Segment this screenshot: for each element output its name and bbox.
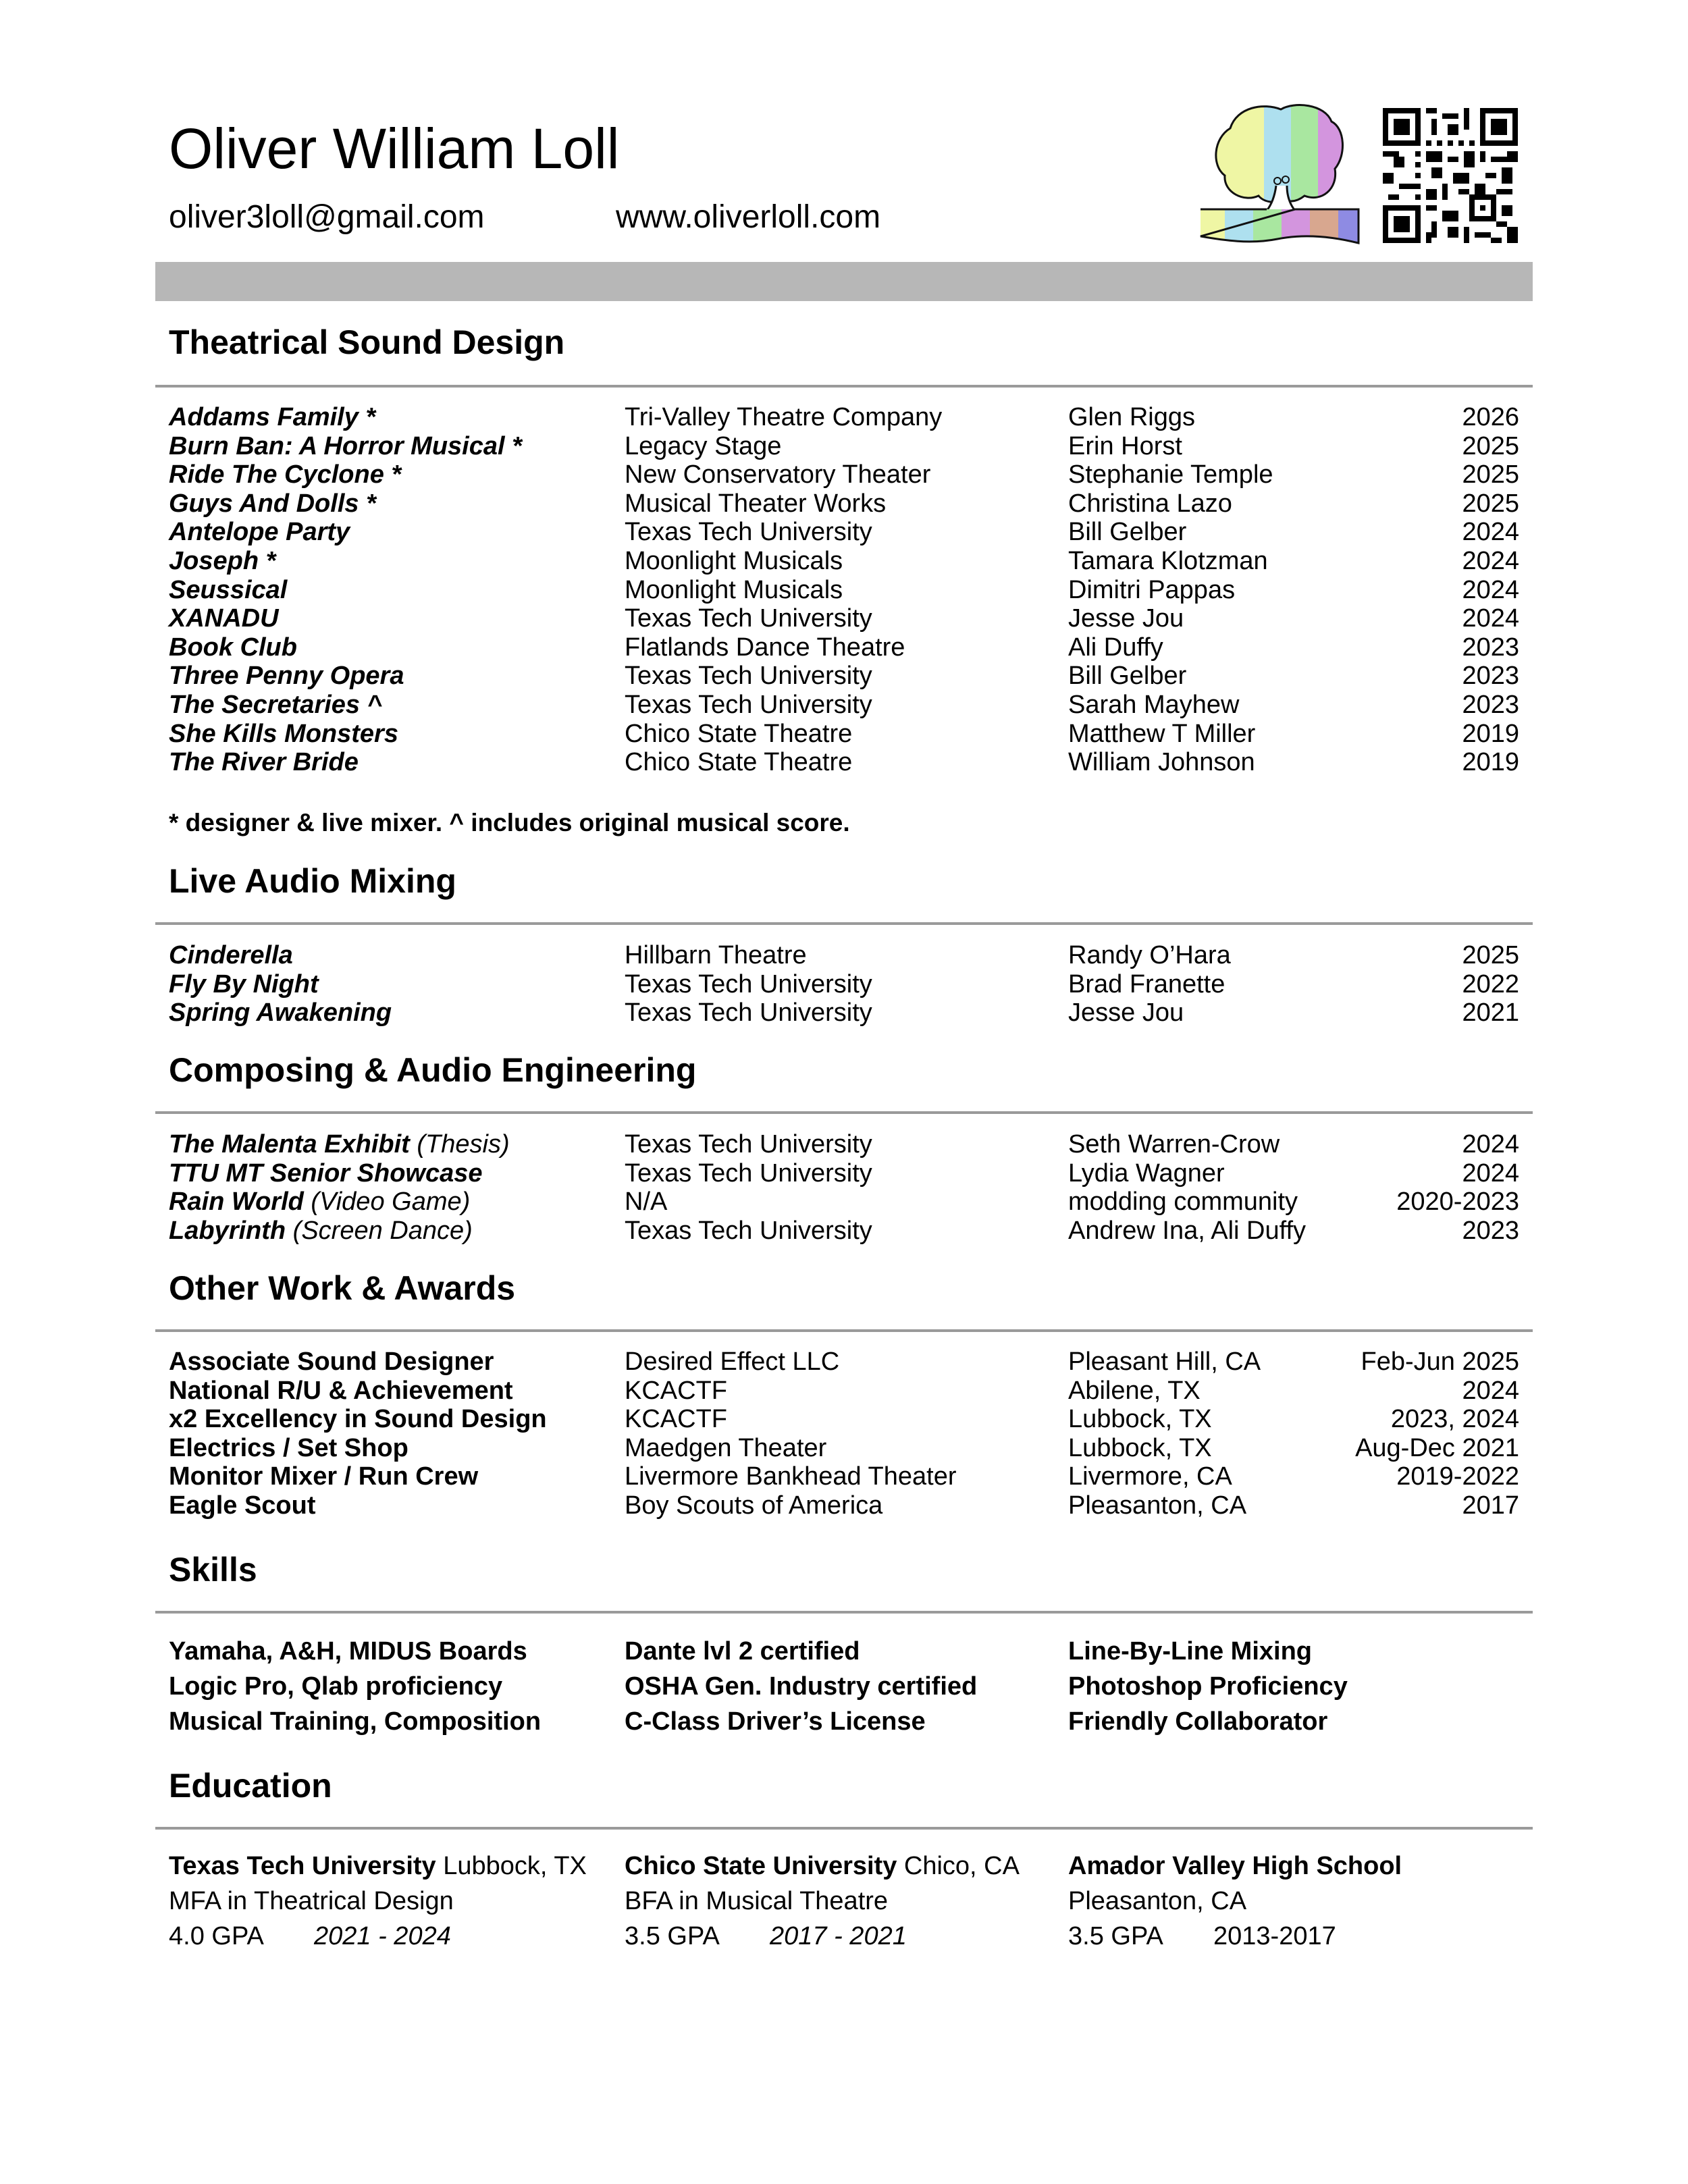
section-rule bbox=[155, 922, 1533, 925]
section-title: Skills bbox=[169, 1551, 257, 1589]
table-row bbox=[0, 748, 1688, 777]
education-entry bbox=[169, 1848, 587, 1954]
work-type-note: (Video Game) bbox=[303, 1188, 471, 1217]
resume-name: Oliver William Loll bbox=[169, 117, 620, 180]
organization-cell: Moonlight Musicals bbox=[625, 575, 843, 604]
skill-item: Logic Pro, Qlab proficiency bbox=[169, 1672, 503, 1701]
organization-cell: New Conservatory Theater bbox=[625, 460, 931, 489]
table-row bbox=[0, 403, 1688, 432]
title-cell: The Secretaries ^ bbox=[169, 691, 382, 719]
table-row bbox=[0, 1377, 1688, 1406]
table-row bbox=[0, 691, 1688, 720]
work-type-note: (Screen Dance) bbox=[286, 1216, 473, 1245]
year-cell: 2019 bbox=[1462, 719, 1519, 748]
skill-item: OSHA Gen. Industry certified bbox=[625, 1672, 978, 1701]
gpa: 4.0 GPA bbox=[169, 1922, 264, 1950]
organization-cell: Texas Tech University bbox=[625, 604, 872, 633]
person-cell: Ali Duffy bbox=[1068, 633, 1163, 662]
table-row bbox=[0, 1188, 1688, 1217]
person-cell: Jesse Jou bbox=[1068, 998, 1184, 1028]
skill-item: Musical Training, Composition bbox=[169, 1707, 542, 1736]
title-cell: Electrics / Set Shop bbox=[169, 1433, 408, 1462]
table-row bbox=[0, 720, 1688, 749]
tree-logo-icon bbox=[1196, 101, 1371, 250]
degree: Pleasanton, CA bbox=[1068, 1887, 1247, 1915]
gpa: 3.5 GPA bbox=[625, 1922, 720, 1950]
title-cell: Labyrinth (Screen Dance) bbox=[169, 1216, 473, 1245]
person-cell: Livermore, CA bbox=[1068, 1462, 1232, 1491]
table-row bbox=[0, 1130, 1688, 1159]
title-cell: Burn Ban: A Horror Musical * bbox=[169, 431, 522, 460]
person-cell: Lubbock, TX bbox=[1068, 1433, 1212, 1462]
section-rule bbox=[155, 1111, 1533, 1114]
year-cell: 2024 bbox=[1462, 518, 1519, 547]
year-cell: 2019 bbox=[1462, 748, 1519, 777]
organization-cell: Texas Tech University bbox=[625, 969, 872, 998]
gpa: 3.5 GPA bbox=[1068, 1922, 1163, 1950]
table-row bbox=[0, 489, 1688, 518]
person-cell: Lubbock, TX bbox=[1068, 1405, 1212, 1434]
title-cell: XANADU bbox=[169, 604, 279, 633]
person-cell: Matthew T Miller bbox=[1068, 719, 1256, 748]
organization-cell: Texas Tech University bbox=[625, 1216, 872, 1245]
degree: MFA in Theatrical Design bbox=[169, 1887, 454, 1915]
work-type-note: (Thesis) bbox=[409, 1130, 510, 1158]
skill-item: Photoshop Proficiency bbox=[1068, 1672, 1348, 1701]
title-cell: Fly By Night bbox=[169, 969, 319, 998]
year-cell: 2024 bbox=[1462, 604, 1519, 633]
title-cell: Ride The Cyclone * bbox=[169, 460, 402, 489]
table-row bbox=[0, 941, 1688, 970]
person-cell: Abilene, TX bbox=[1068, 1376, 1201, 1405]
organization-cell: Texas Tech University bbox=[625, 998, 872, 1028]
person-cell: William Johnson bbox=[1068, 748, 1255, 777]
organization-cell: Livermore Bankhead Theater bbox=[625, 1462, 957, 1491]
title-cell: Book Club bbox=[169, 633, 297, 662]
table-row bbox=[0, 1405, 1688, 1434]
table-row bbox=[0, 1159, 1688, 1188]
year-cell: Feb-Jun 2025 bbox=[1361, 1348, 1519, 1376]
title-cell: Three Penny Opera bbox=[169, 662, 404, 691]
year-cell: 2023, 2024 bbox=[1390, 1405, 1519, 1434]
person-cell: Bill Gelber bbox=[1068, 518, 1187, 547]
degree: BFA in Musical Theatre bbox=[625, 1887, 889, 1915]
year-cell: 2024 bbox=[1462, 547, 1519, 575]
school-name: Texas Tech University bbox=[169, 1852, 436, 1880]
title-cell: She Kills Monsters bbox=[169, 719, 398, 748]
organization-cell: Texas Tech University bbox=[625, 691, 872, 719]
table-row bbox=[0, 1217, 1688, 1246]
school-name: Chico State University bbox=[625, 1852, 897, 1880]
year-cell: 2024 bbox=[1462, 1158, 1519, 1188]
title-cell: Antelope Party bbox=[169, 518, 350, 547]
organization-cell: N/A bbox=[625, 1188, 668, 1217]
organization-cell: Chico State Theatre bbox=[625, 719, 853, 748]
person-cell: Pleasanton, CA bbox=[1068, 1491, 1247, 1520]
person-cell: modding community bbox=[1068, 1188, 1298, 1217]
table-row bbox=[0, 1491, 1688, 1520]
year-cell: 2023 bbox=[1462, 691, 1519, 719]
person-cell: Lydia Wagner bbox=[1068, 1158, 1225, 1188]
years: 2021 - 2024 bbox=[314, 1922, 451, 1950]
title-cell: Seussical bbox=[169, 575, 288, 604]
website-link[interactable]: www.oliverloll.com bbox=[616, 199, 881, 235]
person-cell: Bill Gelber bbox=[1068, 662, 1187, 691]
year-cell: 2017 bbox=[1462, 1491, 1519, 1520]
skill-item: Yamaha, A&H, MIDUS Boards bbox=[169, 1637, 527, 1666]
table-row bbox=[0, 1434, 1688, 1463]
organization-cell: KCACTF bbox=[625, 1376, 727, 1405]
organization-cell: Boy Scouts of America bbox=[625, 1491, 883, 1520]
table-row bbox=[0, 662, 1688, 691]
section-rule bbox=[155, 1827, 1533, 1830]
organization-cell: Tri-Valley Theatre Company bbox=[625, 403, 943, 431]
title-cell: TTU MT Senior Showcase bbox=[169, 1158, 483, 1188]
title-cell: x2 Excellency in Sound Design bbox=[169, 1405, 547, 1434]
person-cell: Dimitri Pappas bbox=[1068, 575, 1236, 604]
header-divider-bar bbox=[155, 262, 1533, 301]
person-cell: Pleasant Hill, CA bbox=[1068, 1348, 1261, 1376]
organization-cell: Texas Tech University bbox=[625, 518, 872, 547]
table-row bbox=[0, 970, 1688, 999]
person-cell: Erin Horst bbox=[1068, 431, 1182, 460]
section-title: Live Audio Mixing bbox=[169, 862, 456, 900]
section-title: Theatrical Sound Design bbox=[169, 323, 565, 361]
organization-cell: Moonlight Musicals bbox=[625, 547, 843, 575]
year-cell: 2025 bbox=[1462, 460, 1519, 489]
qr-code-icon[interactable] bbox=[1383, 108, 1518, 243]
title-cell: Associate Sound Designer bbox=[169, 1348, 494, 1376]
skill-item: Dante lvl 2 certified bbox=[625, 1637, 860, 1666]
year-cell: 2026 bbox=[1462, 403, 1519, 431]
year-cell: 2024 bbox=[1462, 1130, 1519, 1158]
table-row bbox=[0, 633, 1688, 662]
section-title: Other Work & Awards bbox=[169, 1269, 516, 1307]
skills-column-2 bbox=[625, 1634, 977, 1739]
year-cell: 2019-2022 bbox=[1396, 1462, 1519, 1491]
year-cell: 2024 bbox=[1462, 575, 1519, 604]
education-entry bbox=[625, 1848, 1020, 1954]
person-cell: Randy O’Hara bbox=[1068, 941, 1231, 969]
person-cell: Sarah Mayhew bbox=[1068, 691, 1240, 719]
year-cell: 2023 bbox=[1462, 662, 1519, 691]
title-cell: Guys And Dolls * bbox=[169, 489, 376, 518]
person-cell: Stephanie Temple bbox=[1068, 460, 1273, 489]
education-entry bbox=[1068, 1848, 1402, 1954]
person-cell: Christina Lazo bbox=[1068, 489, 1232, 518]
organization-cell: Texas Tech University bbox=[625, 662, 872, 691]
organization-cell: Texas Tech University bbox=[625, 1158, 872, 1188]
organization-cell: Desired Effect LLC bbox=[625, 1348, 840, 1376]
organization-cell: Legacy Stage bbox=[625, 431, 782, 460]
organization-cell: Hillbarn Theatre bbox=[625, 941, 807, 969]
person-cell: Brad Franette bbox=[1068, 969, 1225, 998]
section-title: Composing & Audio Engineering bbox=[169, 1051, 697, 1089]
title-cell: Monitor Mixer / Run Crew bbox=[169, 1462, 479, 1491]
section-rule bbox=[155, 385, 1533, 388]
school-location: Lubbock, TX bbox=[436, 1852, 587, 1880]
email-address[interactable]: oliver3loll@gmail.com bbox=[169, 199, 485, 235]
table-row bbox=[0, 432, 1688, 461]
table-row bbox=[0, 460, 1688, 489]
person-cell: Andrew Ina, Ali Duffy bbox=[1068, 1216, 1307, 1245]
organization-cell: Musical Theater Works bbox=[625, 489, 887, 518]
organization-cell: Texas Tech University bbox=[625, 1130, 872, 1158]
section-title: Education bbox=[169, 1767, 332, 1805]
skills-column-3 bbox=[1068, 1634, 1348, 1739]
title-cell: Eagle Scout bbox=[169, 1491, 316, 1520]
title-cell: The River Bride bbox=[169, 748, 359, 777]
person-cell: Seth Warren-Crow bbox=[1068, 1130, 1280, 1158]
title-cell: Spring Awakening bbox=[169, 998, 392, 1028]
year-cell: 2023 bbox=[1462, 633, 1519, 662]
table-row bbox=[0, 604, 1688, 633]
year-cell: 2022 bbox=[1462, 969, 1519, 998]
organization-cell: Chico State Theatre bbox=[625, 748, 853, 777]
title-cell: Cinderella bbox=[169, 941, 293, 969]
school-location: Chico, CA bbox=[897, 1852, 1020, 1880]
title-cell: The Malenta Exhibit (Thesis) bbox=[169, 1130, 510, 1158]
table-row bbox=[0, 1462, 1688, 1491]
table-row bbox=[0, 518, 1688, 547]
year-cell: 2023 bbox=[1462, 1216, 1519, 1245]
person-cell: Glen Riggs bbox=[1068, 403, 1195, 431]
sound-design-footnote: * designer & live mixer. ^ includes original musical score. bbox=[169, 809, 850, 836]
title-cell: Joseph * bbox=[169, 547, 276, 575]
table-row bbox=[0, 1348, 1688, 1377]
year-cell: 2025 bbox=[1462, 489, 1519, 518]
person-cell: Jesse Jou bbox=[1068, 604, 1184, 633]
years: 2013-2017 bbox=[1213, 1922, 1336, 1950]
year-cell: 2020-2023 bbox=[1396, 1188, 1519, 1217]
year-cell: 2025 bbox=[1462, 431, 1519, 460]
title-cell: National R/U & Achievement bbox=[169, 1376, 513, 1405]
year-cell: 2024 bbox=[1462, 1376, 1519, 1405]
section-rule bbox=[155, 1611, 1533, 1614]
year-cell: 2021 bbox=[1462, 998, 1519, 1028]
organization-cell: KCACTF bbox=[625, 1405, 727, 1434]
year-cell: Aug-Dec 2021 bbox=[1355, 1433, 1519, 1462]
skills-column-1 bbox=[169, 1634, 541, 1739]
school-name: Amador Valley High School bbox=[1068, 1852, 1402, 1880]
organization-cell: Flatlands Dance Theatre bbox=[625, 633, 905, 662]
skill-item: Friendly Collaborator bbox=[1068, 1707, 1328, 1736]
years: 2017 - 2021 bbox=[770, 1922, 907, 1950]
title-cell: Addams Family * bbox=[169, 403, 376, 431]
table-row bbox=[0, 998, 1688, 1028]
skill-item: C-Class Driver’s License bbox=[625, 1707, 926, 1736]
table-row bbox=[0, 547, 1688, 576]
person-cell: Tamara Klotzman bbox=[1068, 547, 1268, 575]
table-row bbox=[0, 576, 1688, 605]
section-rule bbox=[155, 1329, 1533, 1332]
organization-cell: Maedgen Theater bbox=[625, 1433, 827, 1462]
year-cell: 2025 bbox=[1462, 941, 1519, 969]
skill-item: Line-By-Line Mixing bbox=[1068, 1637, 1312, 1666]
title-cell: Rain World (Video Game) bbox=[169, 1188, 471, 1217]
